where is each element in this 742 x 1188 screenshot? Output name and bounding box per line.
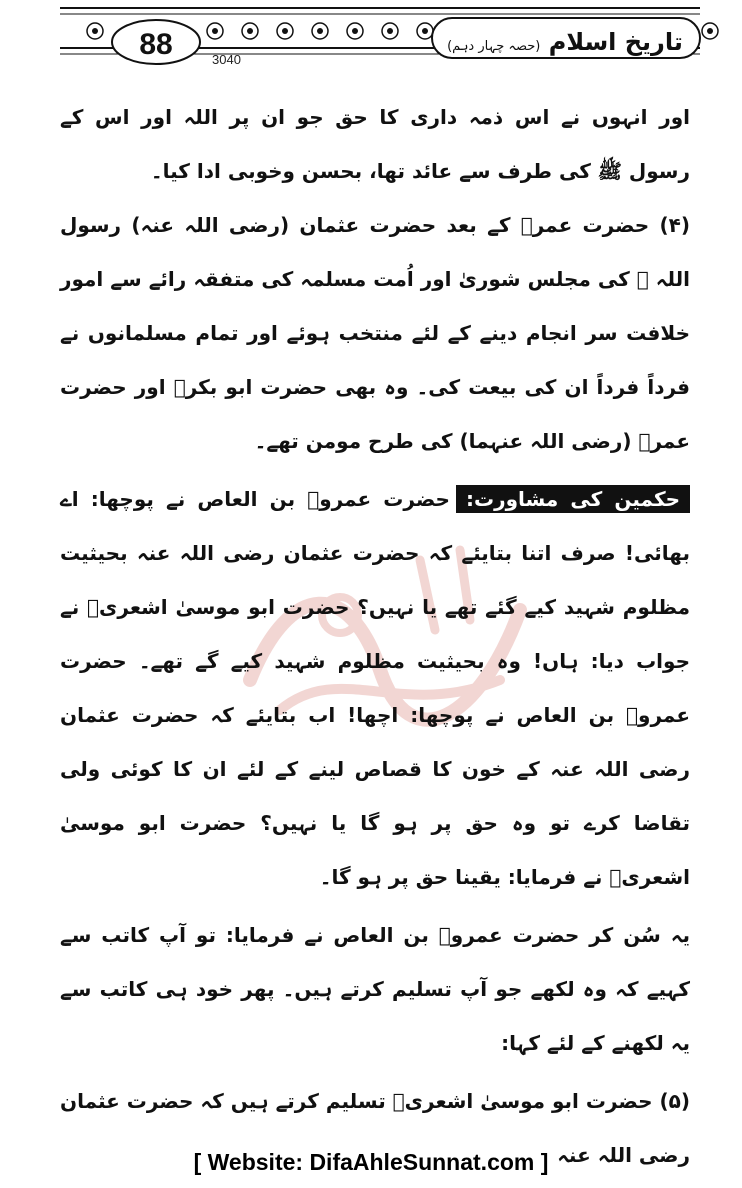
paragraph-5: (۵) حضرت ابو موسیٰ اشعریؓ تسلیم کرتے ہیں کہ حضرت عثمان رضی اللہ عنہ (60, 1089, 690, 1167)
paragraph-1: اور انہوں نے اس ذمہ داری کا حق جو ان پر اللہ اور اس کے رسول ﷺ کی طرف سے عائد تھا، بحسن وخوبی ادا کیا۔ (60, 105, 690, 183)
book-part: (حصہ چہار دہم) (447, 39, 541, 54)
serial-number: 3040 (212, 52, 241, 67)
paragraph-3 (60, 472, 690, 904)
book-title-text: تاریخ اسلام (548, 28, 683, 56)
paragraph-2: (۴) حضرت عمرؓ کے بعد حضرت عثمان (رضی اللہ عنہ) رسول اللہ ﷺ کی مجلس شوریٰ اور اُمت مسلمہ کی متفقہ رائے سے امور خلافت سر انجام دینے کے لئے منتخب ہوئے اور تمام مسلمانوں نے فرداً فرداً ان کی بیعت کی۔ وہ بھی حضرت ابو بکرؓ اور حضرت عمرؓ (رضی اللہ عنہما) کی طرح مومن تھے۔ (60, 213, 690, 453)
page-number: 88 (139, 28, 173, 61)
page-header (0, 0, 742, 70)
paragraph-3-text: حضرت عمروؓ بن العاص نے پوچھا: اے بھائی! صرف اتنا بتایئے کہ حضرت عثمان رضی اللہ عنہ بحیثیت مظلوم شہید کیے گئے تھے یا نہیں؟ حضرت ابو موسیٰ اشعریؓ نے جواب دیا: ہاں! وہ بحیثیت مظلوم شہید کیے گے تھے۔ حضرت عمروؓ بن العاص نے پوچھا: اچھا! اب بتایئے کہ حضرت عثمان رضی اللہ عنہ کے خون کا قصاص لینے کے لئے ان کا کوئی ولی تقاضا کرے تو وہ حق پر ہو گا یا نہیں؟ حضرت ابو موسیٰ اشعریؓ نے فرمایا: یقینا حق پر ہو گا۔ (60, 487, 690, 889)
book-title (440, 24, 690, 60)
page-body (60, 90, 690, 1182)
section-heading: حکمین کی مشاورت: (456, 485, 690, 513)
paragraph-4: یہ سُن کر حضرت عمروؓ بن العاص نے فرمایا: تو آپ کاتب سے کہیے کہ وہ لکھے جو آپ تسلیم کرتے ہیں۔ پھر خود ہی کاتب سے یہ لکھنے کے لئے کہا: (60, 923, 690, 1055)
website-footer: [ Website: DifaAhleSunnat.com ] (193, 1149, 549, 1175)
